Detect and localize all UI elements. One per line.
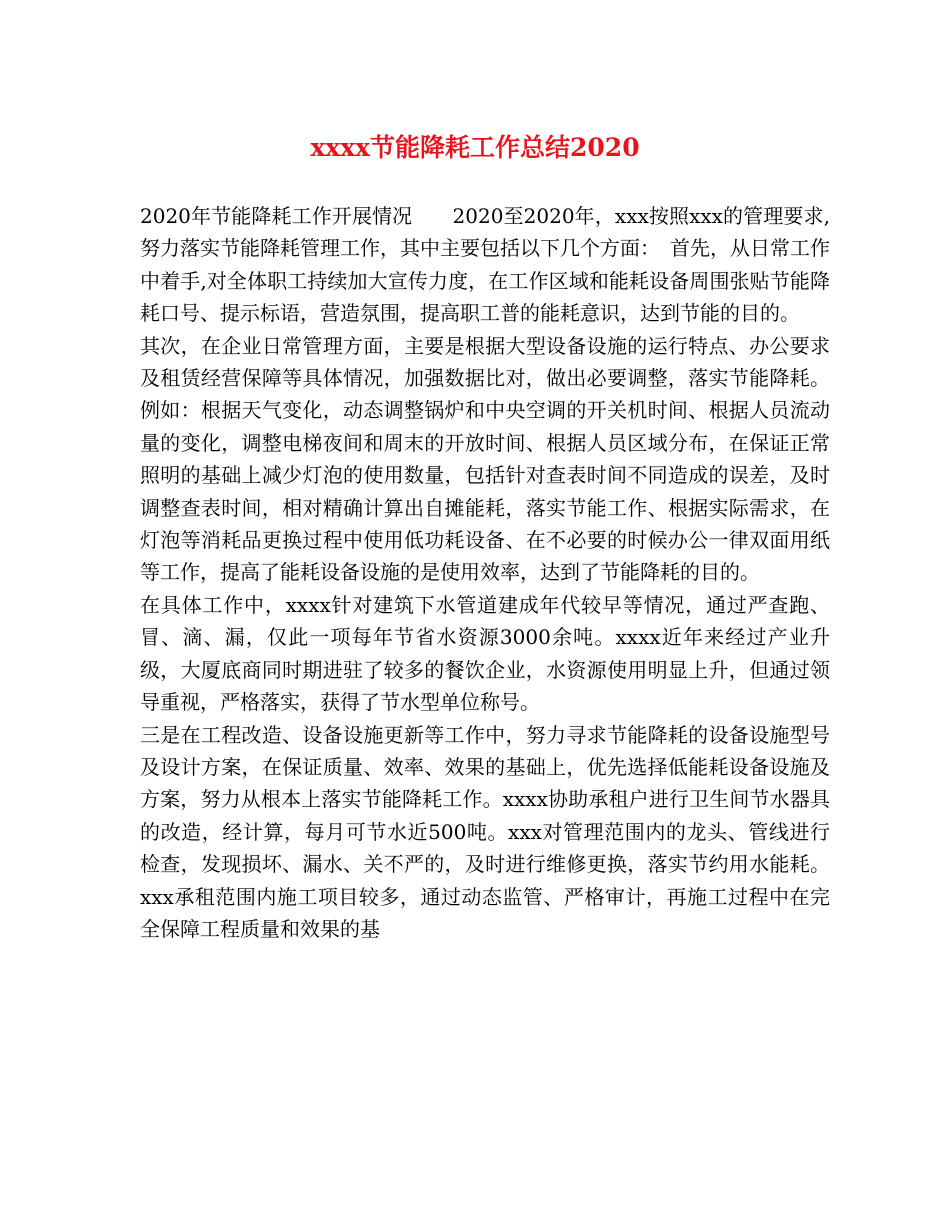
paragraph-1: 2020年节能降耗工作开展情况 2020至2020年，xxx按照xxx的管理要求,努力落实节能降耗管理工作，其中主要包括以下几个方面： 首先，从日常工作中着手,对全体职工持续加大宣传力度，在工作区域和能耗设备周围张贴节能降耗口号、提示标语，营造氛围，提高职工普的能耗意识，达到节能的目的。 xyxy=(140,204,830,326)
paragraph-4: 三是在工程改造、设备设施更新等工作中，努力寻求节能降耗的设备设施型号及设计方案，在保证质量、效率、效果的基础上，优先选择低能耗设备设施及方案，努力从根本上落实节能降耗工作。xxxx协助承租户进行卫生间节水器具的改造，经计算，每月可节水近500吨。xxx对管理范围内的龙头、管线进行检查，发现损坏、漏水、关不严的，及时进行维修更换，落实节约用水能耗。xxx承租范围内施工项目较多，通过动态监管、严格审计，再施工过程中在完全保障工程质量和效果的基 xyxy=(140,722,830,941)
document-body xyxy=(140,200,830,945)
document-title: xxxx节能降耗工作总结2020 xyxy=(310,133,640,162)
paragraph-2: 其次，在企业日常管理方面，主要是根据大型设备设施的运行特点、办公要求及租赁经营保障等具体情况，加强数据比对，做出必要调整，落实节能降耗。例如：根据天气变化，动态调整锅炉和中央空调的开关机时间、根据人员流动量的变化，调整电梯夜间和周末的开放时间、根据人员区域分布，在保证正常照明的基础上减少灯泡的使用数量，包括针对查表时间不同造成的误差，及时调整查表时间，相对精确计算出自摊能耗，落实节能工作、根据实际需求，在灯泡等消耗品更换过程中使用低功耗设备、在不必要的时候办公一律双面用纸等工作，提高了能耗设备设施的是使用效率，达到了节能降耗的目的。 xyxy=(140,333,830,585)
paragraph-3: 在具体工作中，xxxx针对建筑下水管道建成年代较早等情况，通过严查跑、冒、滴、漏，仅此一项每年节省水资源3000余吨。xxxx近年来经过产业升级，大厦底商同时期进驻了较多的餐饮企业，水资源使用明显上升，但通过领导重视，严格落实，获得了节水型单位称号。 xyxy=(140,592,830,715)
